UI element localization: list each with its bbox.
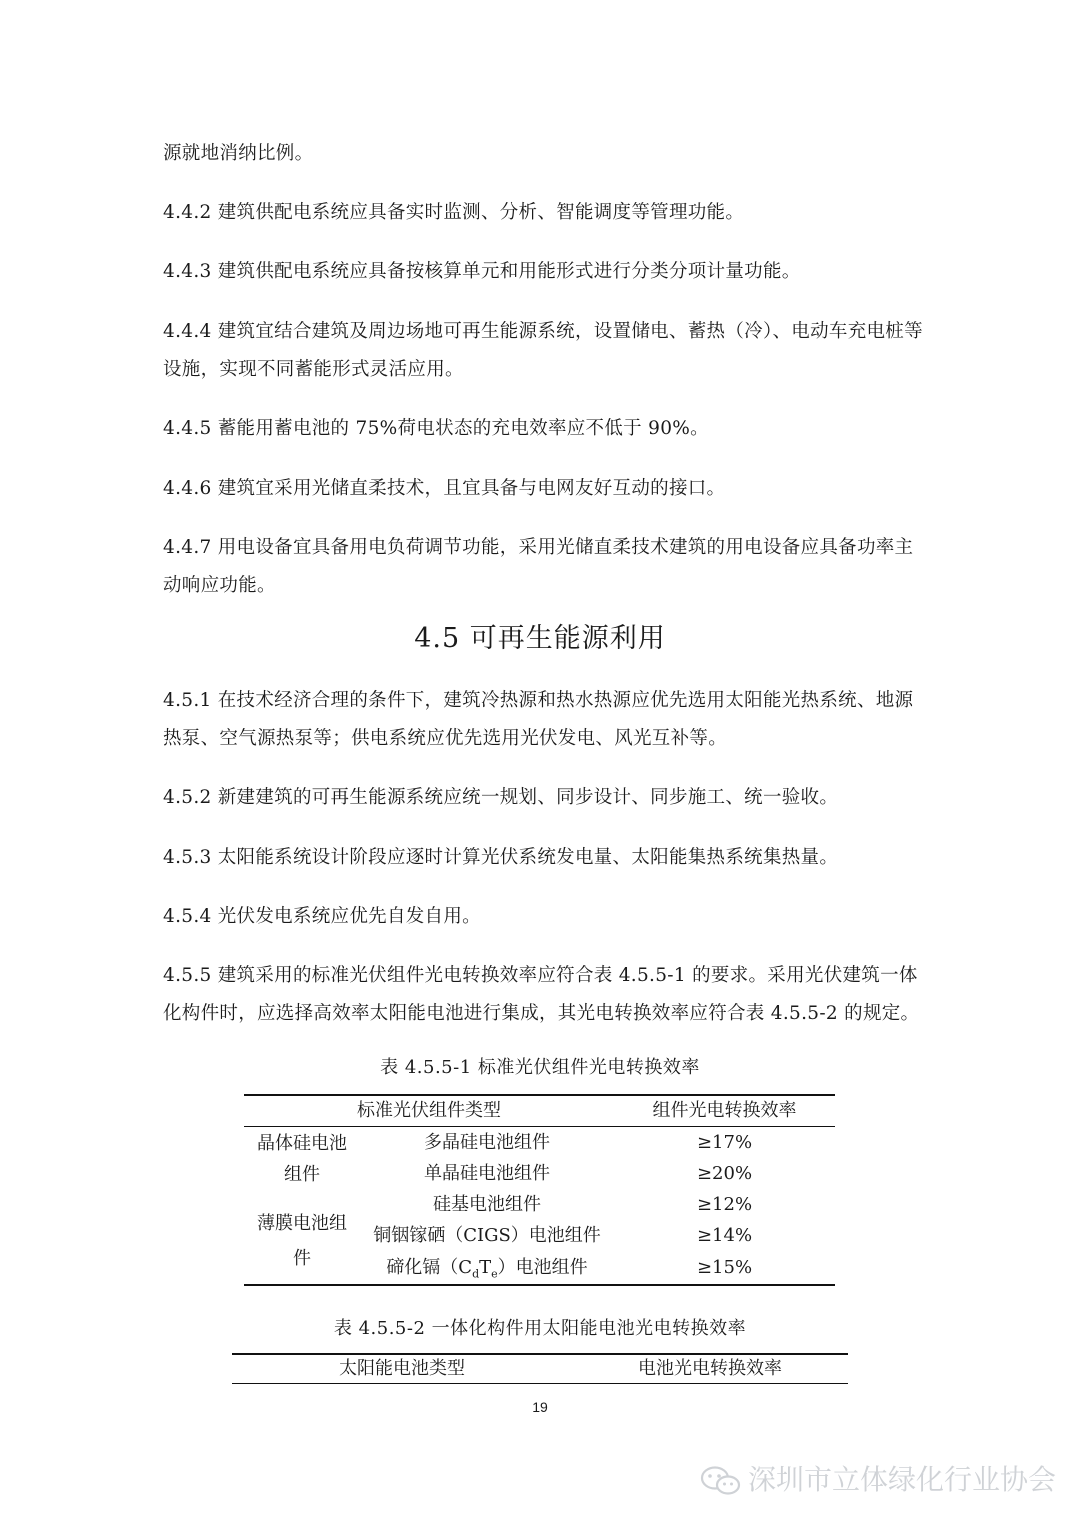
table2-header-rule: [232, 1383, 848, 1384]
table1-row-efficiency: ≥15%: [696, 1257, 753, 1278]
table2-header-efficiency: 电池光电转换效率: [638, 1358, 782, 1379]
table1-row-efficiency: ≥17%: [696, 1132, 753, 1153]
table1-row-name: 多晶硅电池组件: [424, 1132, 550, 1153]
clause-4-5-2: 4.5.2 新建建筑的可再生能源系统应统一规划、同步设计、同步施工、统一验收。: [163, 787, 839, 808]
clause-4-4-7: 4.4.7 用电设备宜具备用电负荷调节功能，采用光储直柔技术建筑的用电设备应具备功率主动响应功能。: [163, 537, 914, 596]
clause-4-5-4: 4.5.4 光伏发电系统应优先自发自用。: [163, 906, 481, 927]
clause-4-4-4: 4.4.4 建筑宜结合建筑及周边场地可再生能源系统，设置储电、蓄热（冷）、电动车充电桩等设施，实现不同蓄能形式灵活应用。: [163, 321, 923, 380]
table2-header-type: 太阳能电池类型: [339, 1358, 465, 1379]
clause-4-5-1: 4.5.1 在技术经济合理的条件下，建筑冷热源和热水热源应优先选用太阳能光热系统、地源热泵、空气源热泵等；供电系统应优先选用光伏发电、风光互补等。: [163, 690, 914, 749]
table1-row-name: 单晶硅电池组件: [424, 1163, 550, 1184]
table1-row-efficiency: ≥20%: [696, 1163, 753, 1184]
section-heading: 4.5 可再生能源利用: [414, 623, 666, 654]
table1-caption: 表 4.5.5-1 标准光伏组件光电转换效率: [380, 1057, 700, 1078]
wechat-icon: [700, 1465, 742, 1497]
table1-group-thin-film: 薄膜电池组 件: [257, 1213, 347, 1269]
table1-group-crystalline: 晶体硅电池 组件: [257, 1133, 347, 1185]
page-number: 19: [532, 1399, 548, 1415]
table1-row-name: 碲化镉$(C_dT_e)$电池组件: [386, 1257, 588, 1281]
table1-row-name: 硅基电池组件: [433, 1194, 541, 1215]
table1-header-type: 标准光伏组件类型: [357, 1100, 501, 1121]
clause-4-5-3: 4.5.3 太阳能系统设计阶段应逐时计算光伏系统发电量、太阳能集热系统集热量。: [163, 847, 839, 868]
table1-row-efficiency: ≥14%: [696, 1225, 753, 1246]
clause-4-4-5: 4.4.5 蓄能用蓄电池的 75%荷电状态的充电效率应不低于 90%。: [163, 418, 709, 439]
clause-4-5-5: 4.5.5 建筑采用的标准光伏组件光电转换效率应符合表 4.5.5-1 的要求。采用光伏建筑一体化构件时，应选择高效率太阳能电池进行集成，其光电转换效率应符合表 4.5.5-2 的规定。: [163, 965, 920, 1024]
table2-caption: 表 4.5.5-2 一体化构件用太阳能电池光电转换效率: [333, 1318, 747, 1339]
clause-4-4-2: 4.4.2 建筑供配电系统应具备实时监测、分析、智能调度等管理功能。: [163, 202, 745, 223]
table1-header-efficiency: 组件光电转换效率: [652, 1100, 797, 1121]
table1-header-rule: [244, 1126, 835, 1127]
watermark-text: 深圳市立体绿化行业协会: [748, 1463, 1057, 1496]
clause-4-4-3: 4.4.3 建筑供配电系统应具备按核算单元和用能形式进行分类分项计量功能。: [163, 261, 801, 282]
table1-row-efficiency: ≥12%: [696, 1194, 753, 1215]
table1-row-name: 铜铟镓硒（CIGS）电池组件: [373, 1225, 601, 1246]
watermark: [700, 1455, 1070, 1505]
clause-4-4-6: 4.4.6 建筑宜采用光储直柔技术，且宜具备与电网友好互动的接口。: [163, 478, 726, 499]
paragraph-continuation: 源就地消纳比例。: [163, 143, 314, 164]
table1-bottom-rule: [244, 1284, 835, 1286]
